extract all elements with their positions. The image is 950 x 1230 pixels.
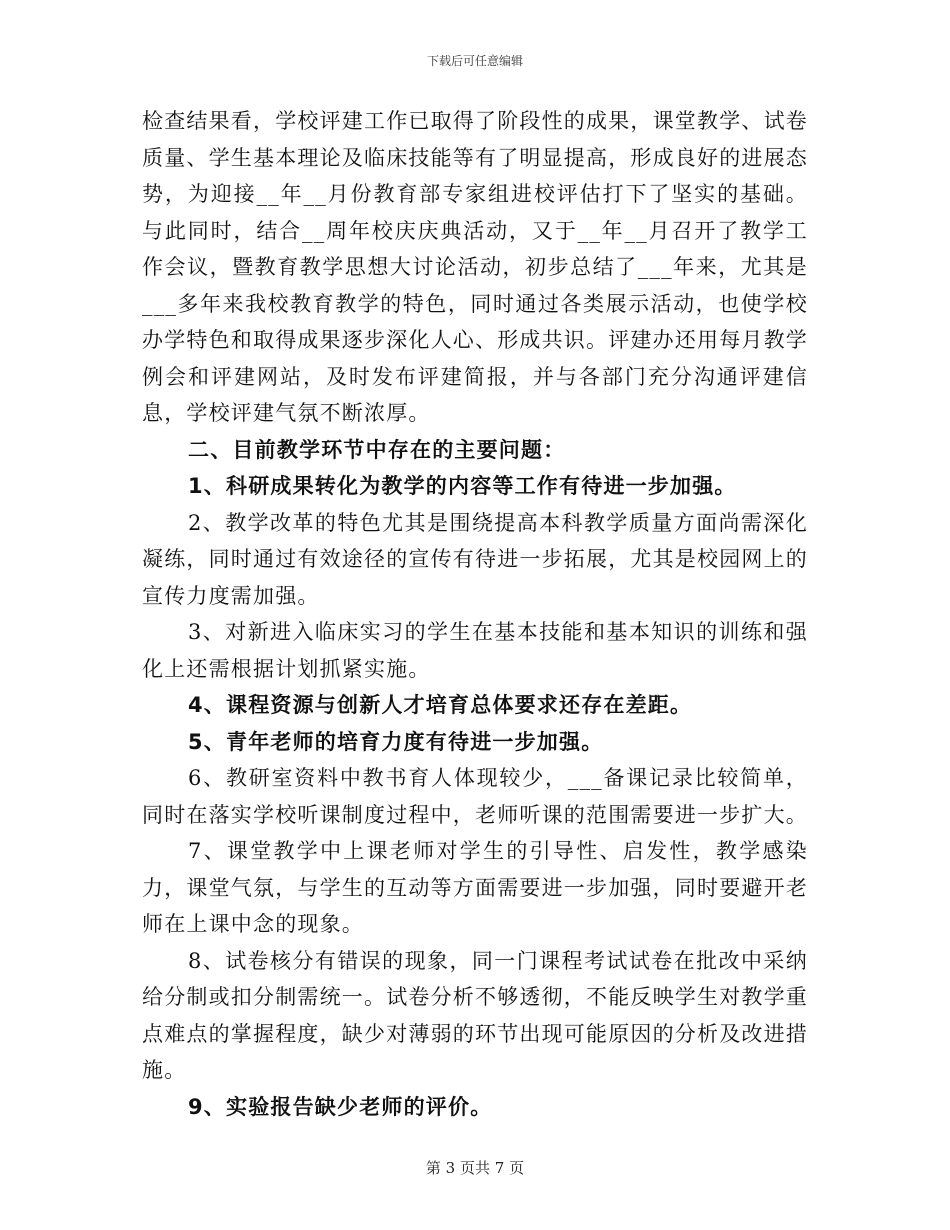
page-footer: 第 3 页共 7 页 <box>425 1159 525 1177</box>
issue-item-4: 4、课程资源与创新人才培育总体要求还存在差距。 <box>188 693 693 717</box>
issue-item-9: 9、实验报告缺少老师的评价。 <box>188 1094 493 1119</box>
issue-item-3: 3、对新进入临床实习的学生在基本技能和基本知识的训练和强化上还需根据计划抓紧实施。 <box>142 620 808 681</box>
issue-item-1: 1、科研成果转化为教学的内容等工作有待进一步加强。 <box>188 474 737 498</box>
issue-item-7: 7、课堂教学中上课老师对学生的引导性、启发性，教学感染力，课堂气氛，与学生的互动等方面需要进一步加强，同时要避开老师在上课中念的现象。 <box>142 839 808 936</box>
issue-item-2: 2、教学改革的特色尤其是围绕提高本科教学质量方面尚需深化凝练，同时通过有效途径的宣传有待进一步拓展，尤其是校园网上的宣传力度需加强。 <box>142 510 808 608</box>
issue-item-6: 6、教研室资料中教书育人体现较少，___备课记录比较简单，同时在落实学校听课制度过程中，老师听课的范围需要进一步扩大。 <box>142 766 808 827</box>
issue-item-8: 8、试卷核分有错误的现象，同一门课程考试试卷在批改中采纳给分制或扣分制需统一。试卷分析不够透彻，不能反映学生对教学重点难点的掌握程度，缺少对薄弱的环节出现可能原因的分析及改进措施。 <box>142 948 808 1082</box>
issue-item-5: 5、青年老师的培育力度有待进一步加强。 <box>188 729 604 754</box>
document-body <box>142 103 808 1125</box>
page-header: 下载后可任意编辑 <box>426 54 523 68</box>
section-heading: 二、目前教学环节中存在的主要问题： <box>188 437 566 462</box>
paragraph-continuation: 检查结果看，学校评建工作已取得了阶段性的成果，课堂教学、试卷质量、学生基本理论及临床技能等有了明显提高，形成良好的进展态势，为迎接__年__月份教育部专家组进校评估打下了坚实的基础。与此同时，结合__周年校庆庆典活动，又于__年__月召开了教学工作会议，暨教育教学思想大讨论活动，初步总结了___年来，尤其是___多年来我校教育教学的特色，同时通过各类展示活动，也使学校办学特色和取得成果逐步深化人心、形成共识。评建办还用每月教学例会和评建网站，及时发布评建简报，并与各部门充分沟通评建信息，学校评建气氛不断浓厚。 <box>142 109 808 425</box>
